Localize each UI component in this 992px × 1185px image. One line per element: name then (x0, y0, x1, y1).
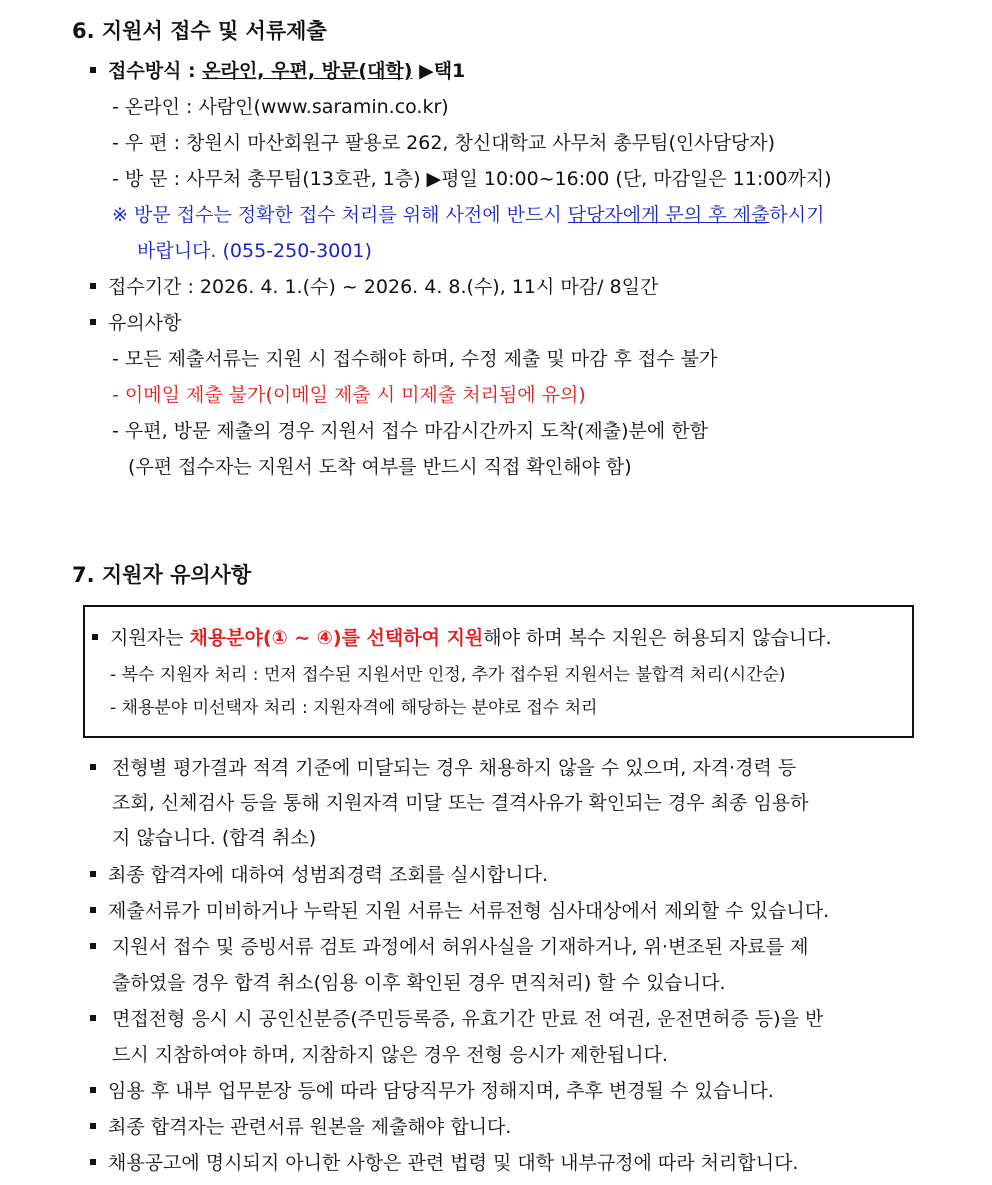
item-6-text: 임용 후 내부 업무분장 등에 따라 담당직무가 정해지며, 추후 변경될 수 있습니다. (108, 1080, 774, 1102)
bullet-icon (90, 871, 96, 877)
box-text-b: 해야 하며 복수 지원은 허용되지 않습니다. (483, 627, 832, 649)
item-1-line-1: 전형별 평가결과 적격 기준에 미달되는 경우 채용하지 않을 수 있으며, 자격·경력 등 (112, 757, 797, 779)
method-post: - 우 편 : 창원시 마산회원구 팔용로 262, 창신대학교 사무처 총무팀(인사담당자) (112, 132, 776, 154)
item-7 (90, 1114, 511, 1140)
box-main-item (92, 625, 832, 651)
item-2 (90, 862, 548, 888)
method-pick: ▶택1 (412, 60, 466, 82)
item-1-line-2: 조회, 신체검사 등을 통해 지원자격 미달 또는 결격사유가 확인되는 경우 최종 임용하 (112, 792, 809, 814)
visit-note-underlined: 담당자에게 문의 후 제출 (567, 204, 770, 226)
item-4-line-1: 지원서 접수 및 증빙서류 검토 과정에서 허위사실을 기재하거나, 위·변조된 자료를 제 (112, 936, 809, 958)
item-4-line-2: 출하였을 경우 합격 취소(임용 이후 확인된 경우 면직처리) 할 수 있습니다. (112, 972, 726, 994)
notes-title: 유의사항 (108, 312, 182, 334)
item-1-bullet (90, 755, 108, 781)
bullet-icon (90, 907, 96, 913)
note-4: (우편 접수자는 지원서 도착 여부를 반드시 직접 확인해야 함) (128, 456, 632, 478)
item-3-text: 제출서류가 미비하거나 누락된 지원 서류는 서류전형 심사대상에서 제외할 수 있습니다. (108, 900, 830, 922)
bullet-icon (90, 764, 96, 770)
item-8 (90, 1150, 798, 1176)
bullet-icon (90, 1015, 96, 1021)
visit-note (112, 202, 824, 228)
item-5-bullet (90, 1006, 108, 1032)
section-6-title: 6. 지원서 접수 및 서류제출 (72, 19, 327, 43)
box-text-a: 지원자는 (110, 627, 190, 649)
section-7-title: 7. 지원자 유의사항 (72, 563, 252, 587)
period-item (90, 274, 658, 300)
visit-note-text: ※ 방문 접수는 정확한 접수 처리를 위해 사전에 반드시 (112, 204, 568, 226)
box-text-red: 채용분야(① ~ ④)를 선택하여 지원 (189, 627, 484, 649)
method-label: 접수방식 : (108, 60, 203, 82)
bullet-icon (90, 67, 96, 73)
item-6 (90, 1078, 774, 1104)
period-text: 접수기간 : 2026. 4. 1.(수) ~ 2026. 4. 8.(수), 11시 마감/ 8일간 (108, 276, 659, 298)
item-8-text: 채용공고에 명시되지 아니한 사항은 관련 법령 및 대학 내부규정에 따라 처리합니다. (108, 1152, 799, 1174)
bullet-icon (90, 1123, 96, 1129)
method-online: - 온라인 : 사람인(www.saramin.co.kr) (112, 96, 449, 118)
item-2-text: 최종 합격자에 대하여 성범죄경력 조회를 실시합니다. (108, 864, 549, 886)
notes-item (90, 310, 181, 336)
note-2: - 이메일 제출 불가(이메일 제출 시 미제출 처리됨에 유의) (112, 384, 586, 406)
bullet-icon (92, 634, 98, 640)
item-1-line-3: 지 않습니다. (합격 취소) (112, 827, 317, 849)
bullet-icon (90, 283, 96, 289)
box-sub-2: - 채용분야 미선택자 처리 : 지원자격에 해당하는 분야로 접수 처리 (110, 698, 598, 718)
bullet-icon (90, 943, 96, 949)
method-visit: - 방 문 : 사무처 총무팀(13호관, 1층) ▶평일 10:00~16:00 (단, 마감일은 11:00까지) (112, 168, 832, 190)
item-7-text: 최종 합격자는 관련서류 원본을 제출해야 합니다. (108, 1116, 512, 1138)
item-3 (90, 898, 829, 924)
item-5-line-2: 드시 지참하여야 하며, 지참하지 않은 경우 전형 응시가 제한됩니다. (112, 1044, 668, 1066)
item-4-bullet (90, 934, 108, 960)
bullet-icon (90, 1087, 96, 1093)
item-5-line-1: 면접전형 응시 시 공인신분증(주민등록증, 유효기간 만료 전 여권, 운전면허증 등)을 반 (112, 1008, 824, 1030)
box-sub-1: - 복수 지원자 처리 : 먼저 접수된 지원서만 인정, 추가 접수된 지원서는 불합격 처리(시간순) (110, 665, 786, 685)
bullet-icon (90, 1159, 96, 1165)
visit-note-tail: 하시기 (769, 204, 825, 226)
method-item (90, 58, 465, 84)
visit-note-contact: 바랍니다. (055-250-3001) (137, 240, 372, 262)
note-1: - 모든 제출서류는 지원 시 접수해야 하며, 수정 제출 및 마감 후 접수 불가 (112, 348, 718, 370)
bullet-icon (90, 319, 96, 325)
method-values: 온라인, 우편, 방문(대학) (202, 60, 413, 82)
note-3: - 우편, 방문 제출의 경우 지원서 접수 마감시간까지 도착(제출)분에 한함 (112, 420, 708, 442)
